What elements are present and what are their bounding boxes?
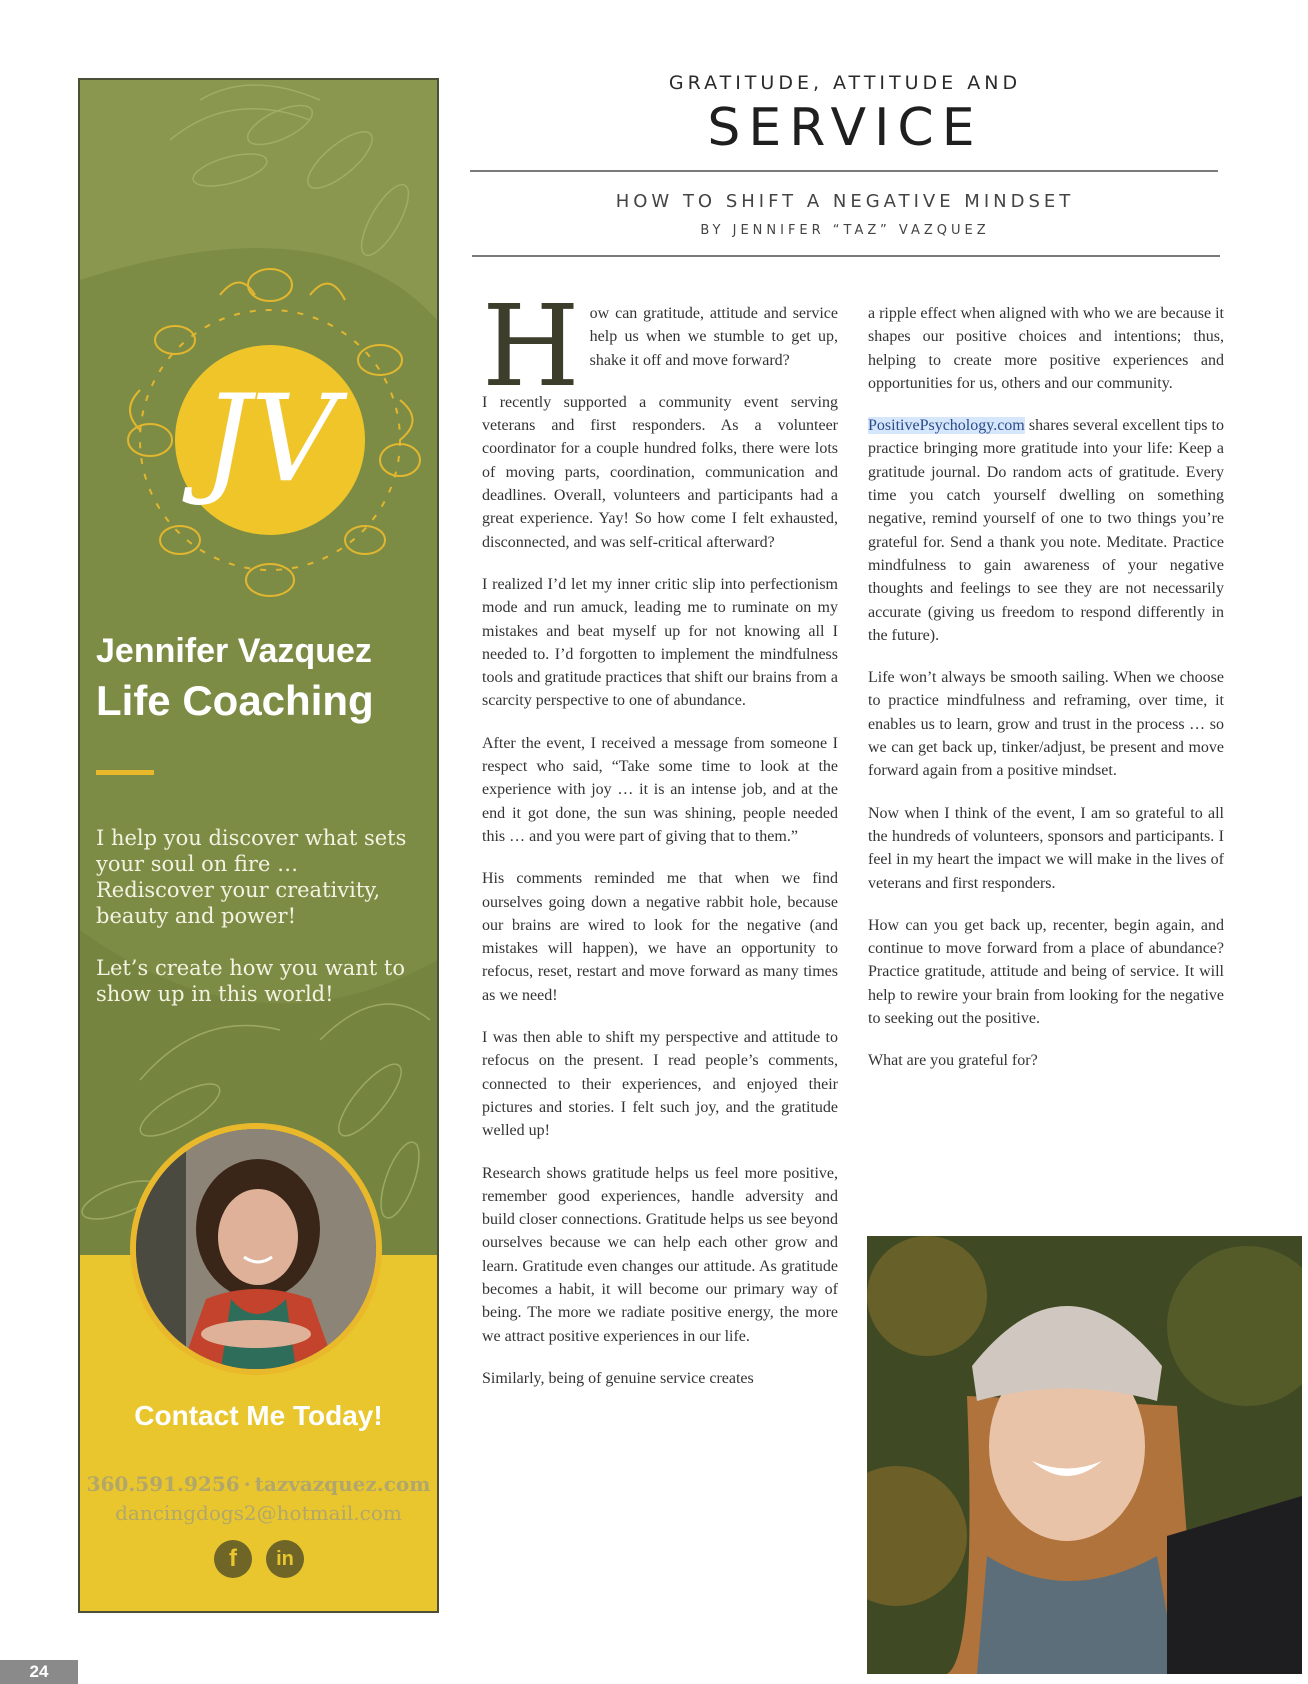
jv-logo: JV (202, 370, 338, 509)
paragraph: Similarly, being of genuine service creates (482, 1369, 754, 1387)
accent-rule (96, 770, 154, 775)
coach-name: Jennifer Vazquez (96, 632, 372, 670)
paragraph: I realized I’d let my inner critic slip into perfectionism mode and run amuck, leading me to ruminate on my mistakes and beat myself up for not knowing all I needed to. I’d forgotten to implement the mindfulness tools and gratitude practices that shift our brains from a scarcity perspective to one of abundance. (482, 575, 838, 710)
paragraph: Now when I think of the event, I am so grateful to all the hundreds of volunteers, sponsors and participants. I feel in my heart the impact we will make in the lives of veterans and first responders. (868, 804, 1224, 892)
separator-dot: · (243, 1472, 251, 1496)
phone-website-line (80, 1472, 437, 1496)
page-title: SERVICE (707, 98, 983, 158)
linkedin-icon[interactable]: in (266, 1540, 304, 1578)
page-number: 24 (0, 1660, 78, 1684)
ad-tagline: I help you discover what sets your soul on fire … Rediscover your creativity, beauty and power! (96, 826, 407, 928)
coach-portrait (136, 1129, 376, 1369)
paragraph: a ripple effect when aligned with who we are because it shapes our positive choices and intentions; thus, helping to create more positive experiences and opportunities for us, others and our community. (868, 305, 1224, 392)
drop-cap: H (482, 282, 580, 412)
sidebar-ad (78, 78, 439, 1613)
positive-psychology-link[interactable]: PositivePsychology.com (868, 417, 1025, 435)
paragraph: Life won’t always be smooth sailing. When we choose to practice mindfulness and reframing, over time, it enables us to learn, grow and trust in the process … so we can get back up, tinker/adjust, be present and move forward again from a positive mindset. (868, 669, 1224, 780)
contact-heading: Contact Me Today! (134, 1400, 383, 1431)
article-column-2 (868, 302, 1224, 1092)
paragraph: His comments reminded me that when we find ourselves going down a negative rabbit hole, because our brains are wired to look for the negative (and mistakes will happen), we have an opportunity to refocus, reset, restart and move forward as many times as we need! (482, 870, 838, 1004)
article-column-1 (482, 282, 838, 1409)
article-subtitle: HOW TO SHIFT A NEGATIVE MINDSET (615, 191, 1075, 212)
article-photo (867, 1236, 1302, 1674)
header-divider (470, 170, 1218, 172)
paragraph: How can you get back up, recenter, begin again, and continue to move forward from a place of abundance? Practice gratitude, attitude and being of service. It will help to rewire your brain from looking for the negative to seeking out the positive. (868, 916, 1224, 1028)
paragraph-with-link: PositivePsychology.com shares several excellent tips to practice bringing more gratitude into your life: Keep a gratitude journal. Do random acts of gratitude. Every time you catch yourself dwelling on something negative, remind yourself of one to two things you’re grateful for. Send a thank you note. Meditate. Practice mindfulness to gain awareness of your negative thoughts and feelings to see they are not necessarily accurate (giving us freedom to respond differently in the future). (868, 417, 1224, 644)
byline-divider (472, 255, 1220, 257)
email-link[interactable]: dancingdogs2@hotmail.com (115, 1501, 402, 1525)
ad-callout: Let’s create how you want to show up in this world! (96, 956, 405, 1006)
website-link[interactable]: tazvazquez.com (254, 1472, 431, 1496)
paragraph: After the event, I received a message from someone I respect who said, “Take some time to look at the experience with joy … it is an intense job, and at the end it got done, the sun was shining, people needed this … and you were part of giving that to them.” (482, 734, 838, 845)
phone-number[interactable]: 360.591.9256 (86, 1472, 240, 1496)
coach-subtitle: Life Coaching (96, 677, 374, 724)
paragraph: I recently supported a community event serving veterans and first responders. As a volunteer coordinator for a couple hundred folks, there were lots of moving parts, coordination, communication and deadlines. Overall, volunteers and participants had a great experience. Yay! So how come I felt exhausted, disconnected, and was self-critical afterward? (482, 393, 838, 551)
byline: BY JENNIFER “TAZ” VAZQUEZ (700, 223, 990, 238)
intro-paragraph: How can gratitude, attitude and service help us when we stumble to get up, shake it off and move forward? (482, 282, 838, 412)
paragraph: Research shows gratitude helps us feel more positive, remember good experiences, handle adversity and build closer connections. Gratitude helps us see beyond ourselves because we can help each other grow and learn. Gratitude even changes our attitude. As gratitude becomes a habit, it will become our primary way of being. The more we radiate positive energy, the more we attract positive experiences in our life. (482, 1164, 838, 1345)
paragraph: I was then able to shift my perspective and attitude to refocus on the present. I read people’s comments, connected to their experiences, and enjoyed their pictures and stories. I felt such joy, and the gratitude welled up! (482, 1029, 838, 1140)
title-kicker: GRATITUDE, ATTITUDE AND (668, 72, 1022, 94)
facebook-icon[interactable]: f (214, 1540, 252, 1578)
closing-question: What are you grateful for? (868, 1052, 1038, 1070)
